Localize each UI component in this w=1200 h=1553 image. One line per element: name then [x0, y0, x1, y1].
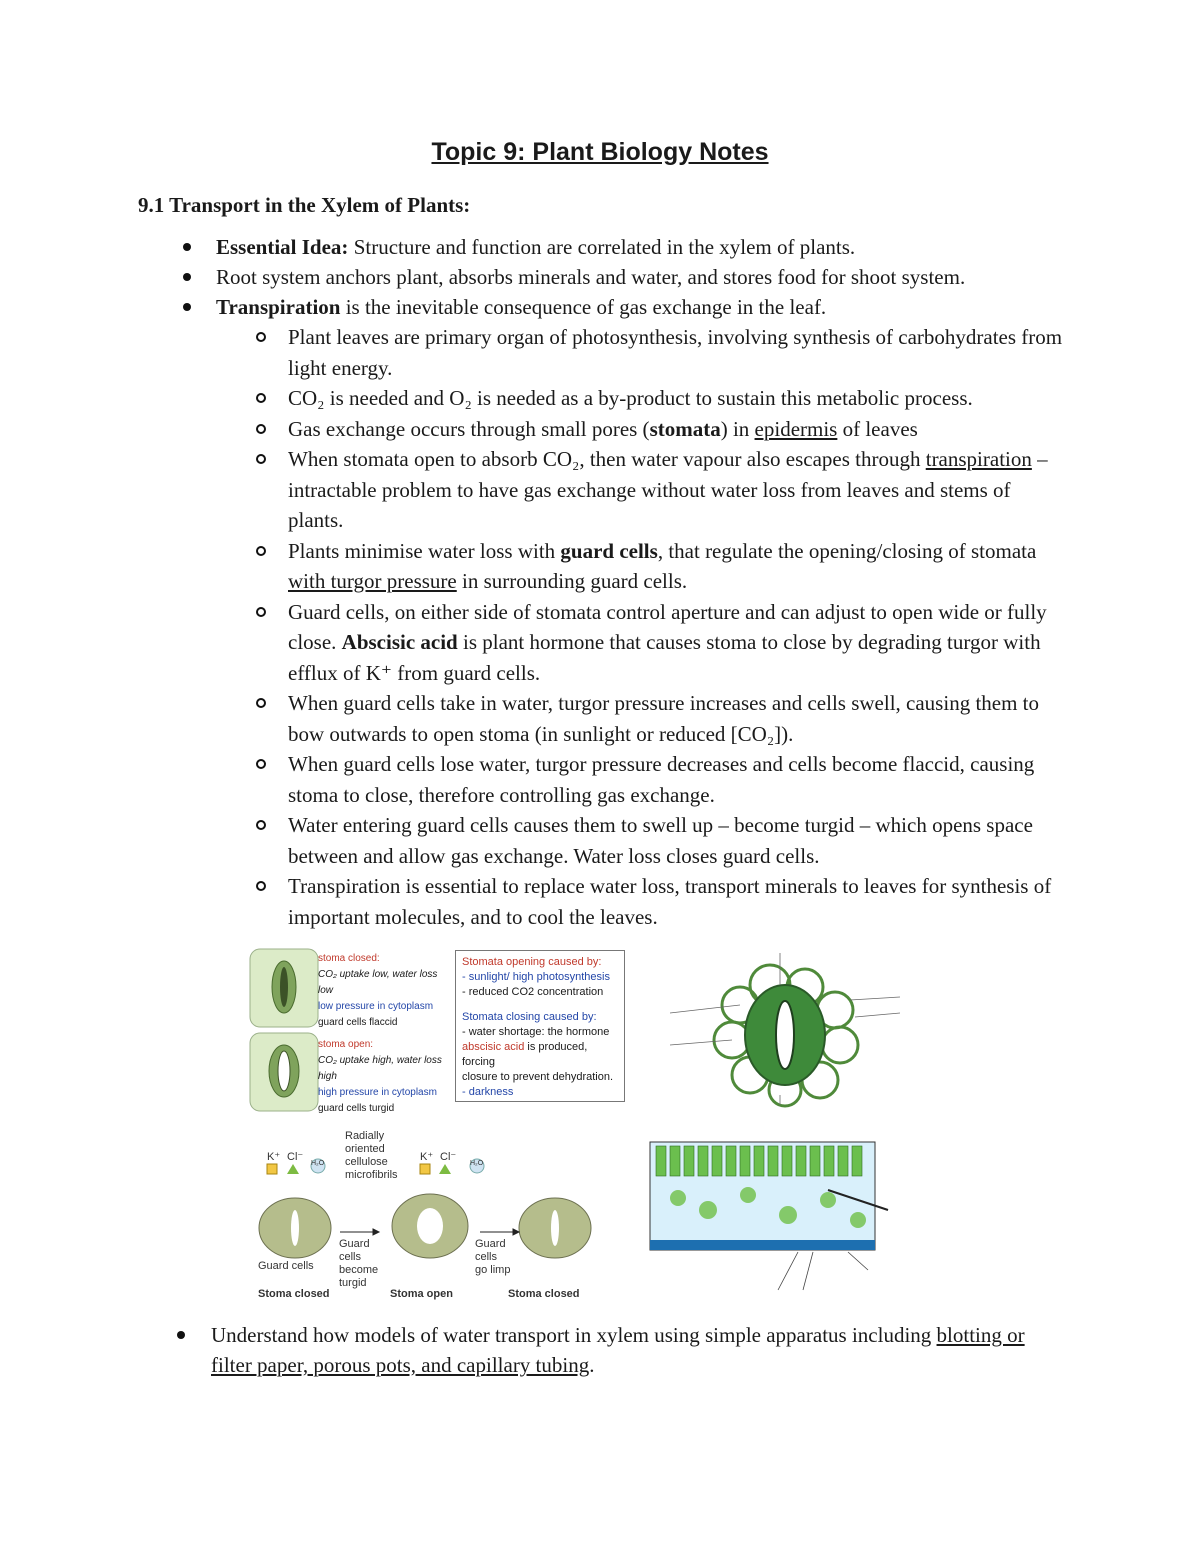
- final-list: [0, 1320, 1200, 1380]
- open-line-1: CO₂ uptake high, water loss high: [318, 1055, 442, 1082]
- stoma-closed-caption-1: Stoma closed: [258, 1288, 330, 1300]
- microfibril-label: Radially oriented cellulose microfibrils: [345, 1130, 398, 1181]
- water-label-2: H₂O: [470, 1160, 484, 1167]
- sub-item: Guard cells, on either side of stomata control aperture and can adjust to open wide or fully close. Abscisic acid is plant hormone that causes stoma to close by degrading turgor with efflux of K⁺ from guard cells.: [288, 597, 1068, 689]
- sub-item: When stomata open to absorb CO₂, then water vapour also escapes through transpiration – intractable problem to have gas exchange without water loss from leaves and stems of plants.: [288, 444, 1068, 536]
- sub-item: Transpiration is essential to replace water loss, transport minerals to leaves for synthesis of important molecules, and to cool the leaves.: [288, 871, 1068, 932]
- bullet-text: Structure and function are correlated in the xylem of plants.: [348, 235, 856, 259]
- guard-cell-mechanism-figure: [255, 1128, 600, 1306]
- closing-cause-3: closure to prevent dehydration.: [462, 1071, 614, 1083]
- closed-line-2: low pressure in cytoplasm: [318, 1001, 434, 1012]
- water-label-1: H₂O: [311, 1160, 325, 1167]
- limp-label: Guard cells go limp: [475, 1238, 511, 1276]
- stoma-cell-diagram: [640, 945, 940, 1113]
- transpiration-sublist: [216, 322, 1096, 932]
- sub-item: Plants minimise water loss with guard cells, that regulate the opening/closing of stomata with turgor pressure in surrounding guard cells.: [288, 536, 1068, 597]
- open-line-3: guard cells turgid: [318, 1103, 395, 1114]
- notes-list: [0, 232, 1200, 932]
- bullet-text: is the inevitable consequence of gas exchange in the leaf.: [340, 295, 827, 319]
- stomata-causes-box: Stomata opening caused by: - sunlight/ high photosynthesis - reduced CO2 concentration Stomata closing caused by: - water shortage: the hormone abscisic acid is produced, forcing closure to prevent dehydration. - darkness: [455, 950, 625, 1102]
- open-line-2: high pressure in cytoplasm: [318, 1087, 437, 1098]
- sub-item: Water entering guard cells causes them to swell up – become turgid – which opens space between and allow gas exchange. Water loss closes guard cells.: [288, 810, 1068, 871]
- turgid-label: Guard cells become turgid: [339, 1238, 379, 1289]
- closed-line-3: guard cells flaccid: [318, 1017, 398, 1028]
- abscisic-acid-label: abscisic acid: [462, 1041, 525, 1053]
- leaf-cross-section-figure: [598, 1140, 943, 1305]
- sub-item: Plant leaves are primary organ of photosynthesis, involving synthesis of carbohydrates from light energy.: [288, 322, 1068, 383]
- bold-label: Transpiration: [216, 295, 341, 319]
- k-ion-label-2: K⁺: [420, 1151, 434, 1163]
- bold-label: Essential Idea:: [216, 235, 349, 259]
- bullet-essential-idea: [0, 232, 1096, 262]
- closing-heading: Stomata closing caused by:: [462, 1011, 597, 1023]
- sub-item: When guard cells take in water, turgor pressure increases and cells swell, causing them to bow outwards to open stoma (in sunlight or reduced [CO₂]).: [288, 688, 1068, 749]
- sub-item: When guard cells lose water, turgor pressure decreases and cells become flaccid, causing stoma to close, therefore controlling gas exchange.: [288, 749, 1068, 810]
- opening-cause-2: - reduced CO2 concentration: [462, 986, 604, 998]
- closing-cause-4: - darkness: [462, 1086, 514, 1098]
- sub-item: CO₂ is needed and O₂ is needed as a by-product to sustain this metabolic process.: [288, 383, 1068, 414]
- bullet-text: Root system anchors plant, absorbs minerals and water, and stores food for shoot system.: [216, 265, 966, 289]
- stoma-states-figure: [248, 945, 448, 1113]
- cl-ion-label: Cl⁻: [287, 1151, 304, 1163]
- closed-title: stoma closed:: [318, 953, 380, 964]
- closed-line-1: CO₂ uptake low, water loss low: [318, 969, 438, 996]
- closing-cause-1: - water shortage: the hormone: [462, 1026, 610, 1038]
- k-ion-label: K⁺: [267, 1151, 281, 1163]
- opening-cause-1: - sunlight/ high photosynthesis: [462, 971, 610, 983]
- leaf-cells-illustration: [248, 945, 323, 1113]
- page-title: Topic 9: Plant Biology Notes: [431, 138, 769, 166]
- cl-ion-label-2: Cl⁻: [440, 1151, 457, 1163]
- stoma-cell-drawing: [640, 945, 940, 1113]
- guard-cells-label: Guard cells: [258, 1260, 314, 1272]
- leaf-cross-section-drawing: [598, 1140, 943, 1305]
- section-heading: 9.1 Transport in the Xylem of Plants:: [138, 193, 471, 217]
- stoma-closed-caption-2: Stoma closed: [508, 1288, 580, 1300]
- stoma-open-caption: Stoma open: [390, 1288, 453, 1300]
- open-title: stoma open:: [318, 1039, 374, 1050]
- bullet-root-system: [0, 262, 1096, 292]
- bullet-transpiration: [0, 292, 1096, 932]
- sub-item: Gas exchange occurs through small pores (stomata) in epidermis of leaves: [288, 414, 1068, 445]
- opening-heading: Stomata opening caused by:: [462, 956, 602, 968]
- bullet-water-transport-models: Understand how models of water transport in xylem using simple apparatus including blotting or filter paper, porous pots, and capillary tubing.: [0, 1320, 1051, 1380]
